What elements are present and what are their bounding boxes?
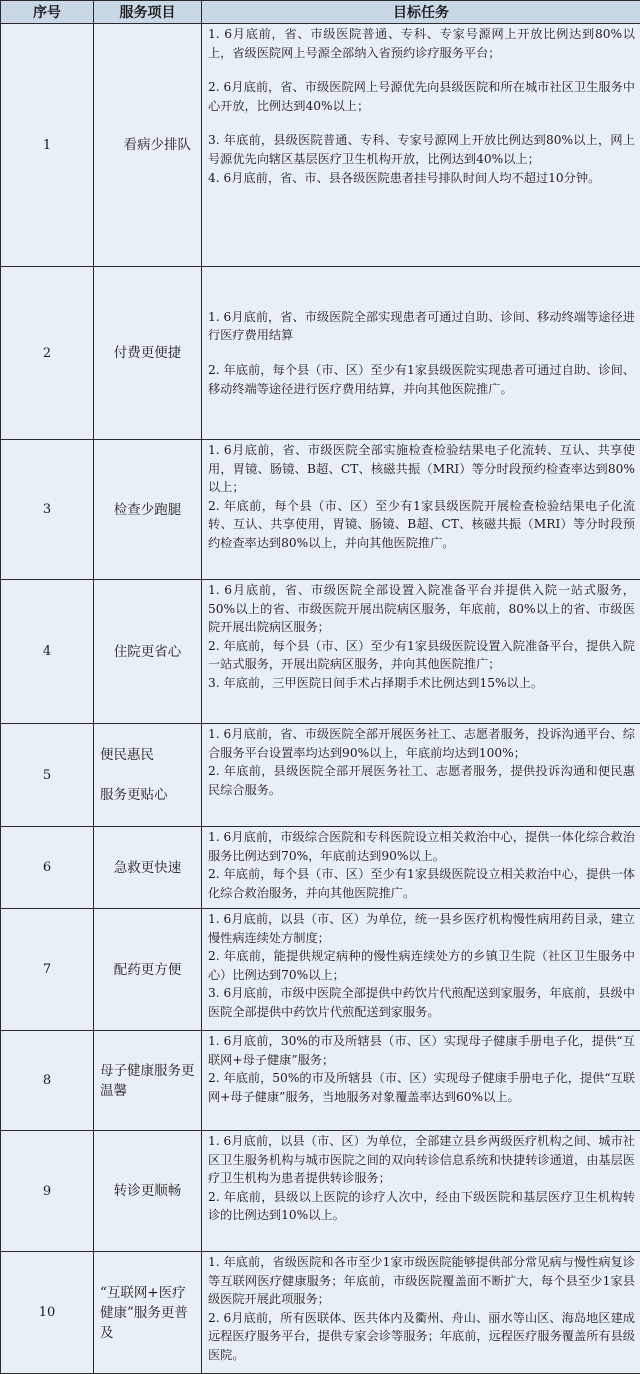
row-service — [94, 1131, 202, 1252]
table-row — [1, 827, 640, 909]
table-row — [1, 909, 640, 1031]
goal-item: 2. 年底前，每个县（市、区）至少有1家县级医院设立相关救治中心，提供一体化综合救治服务，并向其他医院推广。 — [208, 865, 635, 902]
goal-item: 2. 年底前，每个县（市、区）至少有1家县级医院开展检查检验结果电子化流转、互认、共享使用，胃镜、肠镜、B超、CT、核磁共振（MRI）等分时段预约检查率达到80%以上，并向其他医院推广。 — [208, 497, 635, 553]
goal-item: 1. 6月底前，省、市级医院全部实现患者可通过自助、诊间、移动终端等途径进行医疗费用结算 — [208, 308, 635, 345]
row-goals — [202, 827, 640, 909]
goal-item: 1. 6月底前，省、市级医院全部设置入院准备平台并提供入院一站式服务，50%以上的省、市级医院开展出院病区服务，年底前，80%以上的省、市级医院开展出院病区服务； — [208, 581, 635, 637]
table-row — [1, 580, 640, 724]
row-service — [94, 24, 202, 267]
row-goals — [202, 267, 640, 440]
row-service-label: 住院更省心 — [114, 644, 182, 660]
header-index: 序号 — [1, 1, 94, 24]
goal-item: 1. 6月底前，省、市级医院全部实施检查检验结果电子化流转、互认、共享使用，胃镜、肠镜、B超、CT、核磁共振（MRI）等分时段预约检查率达到80%以上； — [208, 441, 635, 497]
goal-item: 1. 6月底前，市级综合医院和专科医院设立相关救治中心，提供一体化综合救治服务比例达到70%，年底前达到90%以上。 — [208, 828, 635, 865]
header-service: 服务项目 — [94, 1, 202, 24]
goal-item: 1. 6月底前，省、市级医院普通、专科、专家号源网上开放比例达到80%以上，省级医院网上号源全部纳入省预约诊疗服务平台； — [208, 25, 635, 62]
goal-item: 2. 年底前，能提供规定病种的慢性病连续处方的乡镇卫生院（社区卫生服务中心）比例达到70%以上； — [208, 947, 635, 984]
row-service — [94, 827, 202, 909]
row-index: 1 — [1, 24, 94, 267]
row-goals — [202, 1031, 640, 1131]
table-row — [1, 267, 640, 440]
row-service-label: 检查少跑腿 — [114, 502, 182, 518]
table-row — [1, 24, 640, 267]
row-service-label: 付费更便捷 — [114, 345, 182, 361]
row-service-label: 转诊更顺畅 — [114, 1183, 182, 1199]
table-header-row — [1, 1, 640, 24]
goal-item: 3. 年底前，县级医院普通、专科、专家号源网上开放比例达到80%以上，网上号源优先向辖区基层医疗卫生机构开放，比例达到40%以上； — [208, 131, 635, 168]
row-service — [94, 580, 202, 724]
goal-item: 1. 6月底前，以县（市、区）为单位，全部建立县乡两级医疗机构之间、城市社区卫生服务机构与城市医院之间的双向转诊信息系统和快捷转诊通道，由基层医疗卫生机构为患者提供转诊服务； — [208, 1132, 635, 1188]
row-service — [94, 440, 202, 580]
row-goals — [202, 1252, 640, 1374]
row-service — [94, 909, 202, 1031]
row-goals — [202, 440, 640, 580]
row-service-label: “互联网+医疗健康”服务更普及 — [100, 1285, 188, 1341]
table-row — [1, 440, 640, 580]
table-row — [1, 1131, 640, 1252]
goal-item: 1. 6月底前，30%的市及所辖县（市、区）实现母子健康手册电子化，提供“互联网+母子健康”服务； — [208, 1032, 635, 1069]
row-index: 5 — [1, 724, 94, 827]
goal-item: 2. 年底前，县级以上医院的诊疗人次中，经由下级医院和基层医疗卫生机构转诊的比例达到10%以上。 — [208, 1188, 635, 1225]
goal-item: 4. 6月底前，省、市、县各级医院患者挂号排队时间人均不超过10分钟。 — [208, 169, 635, 188]
row-index: 9 — [1, 1131, 94, 1252]
row-goals — [202, 580, 640, 724]
row-index: 7 — [1, 909, 94, 1031]
row-service — [94, 1031, 202, 1131]
table-row — [1, 1252, 640, 1374]
table-row — [1, 724, 640, 827]
row-service-label: 母子健康服务更温馨 — [100, 1063, 195, 1099]
row-service — [94, 267, 202, 440]
goal-item: 2. 年底前，每个县（市、区）至少有1家县级医院设置入院准备平台，提供入院一站式服务，开展出院病区服务，并向其他医院推广； — [208, 637, 635, 674]
row-index: 6 — [1, 827, 94, 909]
row-service-line2: 服务更贴心 — [100, 785, 195, 805]
row-service-label: 配药更方便 — [114, 962, 182, 978]
goal-item: 3. 6月底前，市级中医院全部提供中药饮片代煎配送到家服务，年底前，县级中医院全部提供中药饮片代煎配送到家服务。 — [208, 984, 635, 1021]
row-index: 10 — [1, 1252, 94, 1374]
goal-item: 2. 6月底前，省、市级医院网上号源优先向县级医院和所在城市社区卫生服务中心开放，比例达到40%以上； — [208, 78, 635, 115]
goal-item: 1. 年底前，省级医院和各市至少1家市级医院能够提供部分常见病与慢性病复诊等互联网医疗健康服务；年底前，市级医院覆盖面不断扩大，每个县至少1家县级医院开展此项服务； — [208, 1253, 635, 1309]
goal-item: 2. 年底前，县级医院全部开展医务社工、志愿者服务，提供投诉沟通和便民惠民综合服务。 — [208, 762, 635, 799]
row-service — [94, 724, 202, 827]
row-service-line1: 便民惠民 — [100, 745, 195, 765]
goal-item: 2. 6月底前，所有医联体、医共体内及衢州、舟山、丽水等山区、海岛地区建成远程医疗服务平台，提供专家会诊等服务；年底前，远程医疗服务覆盖所有县级医院。 — [208, 1309, 635, 1365]
goal-item: 3. 年底前，三甲医院日间手术占择期手术比例达到15%以上。 — [208, 674, 635, 693]
row-goals — [202, 909, 640, 1031]
header-goal: 目标任务 — [202, 1, 640, 24]
goal-item: 1. 6月底前，以县（市、区）为单位，统一县乡医疗机构慢性病用药目录，建立慢性病连续处方制度； — [208, 910, 635, 947]
row-service — [94, 1252, 202, 1374]
row-index: 2 — [1, 267, 94, 440]
goal-item: 2. 年底前，50%的市及所辖县（市、区）实现母子健康手册电子化，提供“互联网+母子健康”服务，当地服务对象覆盖率达到60%以上。 — [208, 1069, 635, 1106]
row-goals — [202, 24, 640, 267]
goal-item: 2. 年底前，每个县（市、区）至少有1家县级医院实现患者可通过自助、诊间、移动终端等途径进行医疗费用结算，并向其他医院推广。 — [208, 361, 635, 398]
row-index: 3 — [1, 440, 94, 580]
row-service-label: 看病少排队 — [124, 137, 192, 153]
row-index: 4 — [1, 580, 94, 724]
row-goals — [202, 1131, 640, 1252]
table-row — [1, 1031, 640, 1131]
goal-item: 1. 6月底前，省、市级医院全部开展医务社工、志愿者服务，投诉沟通平台、综合服务平台设置率均达到90%以上，年底前均达到100%； — [208, 725, 635, 762]
row-index: 8 — [1, 1031, 94, 1131]
row-goals — [202, 724, 640, 827]
row-service-label: 急救更快速 — [114, 860, 182, 876]
